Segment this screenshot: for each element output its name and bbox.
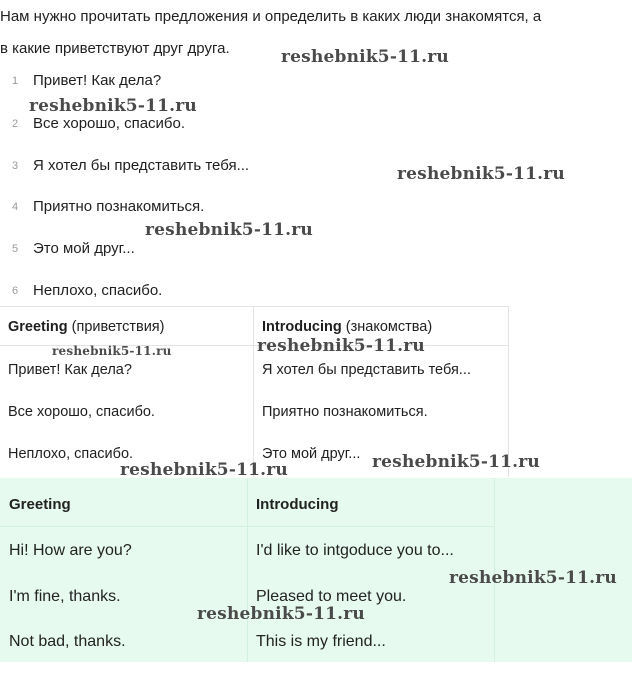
watermark: reshebnik5-11.ru (29, 96, 197, 116)
table-cell: Приятно познакомиться. (262, 404, 428, 420)
watermark: reshebnik5-11.ru (257, 336, 425, 356)
table-header-greeting (8, 317, 164, 337)
table-divider (247, 478, 248, 662)
intro-line-2: в какие приветствуют друг друга. (0, 40, 230, 57)
header-bold: Introducing (262, 319, 342, 335)
list-number: 5 (12, 243, 19, 255)
list-item (0, 113, 400, 135)
watermark: reshebnik5-11.ru (120, 460, 288, 480)
table-header-greeting: Greeting (9, 496, 71, 513)
list-item (0, 155, 400, 177)
list-number: 1 (12, 75, 19, 87)
list-item (0, 70, 400, 92)
table-cell: Это мой друг... (262, 446, 361, 462)
table-cell: Я хотел бы представить тебя... (262, 362, 471, 378)
table-cell: I'd like to intgoduce you to... (256, 542, 454, 559)
watermark: reshebnik5-11.ru (197, 604, 365, 624)
list-text: Приятно познакомиться. (33, 198, 205, 215)
table-cell: Hi! How are you? (9, 542, 132, 559)
list-number: 3 (12, 160, 19, 172)
watermark: reshebnik5-11.ru (52, 344, 172, 358)
header-rest: (приветствия) (67, 319, 165, 335)
list-number: 4 (12, 201, 19, 213)
list-item (0, 196, 400, 218)
table-divider (253, 307, 254, 477)
list-text: Я хотел бы представить тебя... (33, 157, 250, 174)
table-header-introducing: Introducing (256, 496, 339, 513)
watermark: reshebnik5-11.ru (145, 220, 313, 240)
list-text: Это мой друг... (33, 240, 135, 257)
watermark: reshebnik5-11.ru (397, 164, 565, 184)
list-number: 2 (12, 118, 19, 130)
intro-line-1: Нам нужно прочитать предложения и определить в каких люди знакомятся, а (0, 8, 542, 25)
watermark: reshebnik5-11.ru (372, 452, 540, 472)
table-cell: I'm fine, thanks. (9, 588, 121, 605)
table-header-introducing (262, 317, 432, 337)
table-cell: Pleased to meet you. (256, 588, 407, 605)
table-cell: Привет! Как дела? (8, 362, 132, 378)
list-text: Привет! Как дела? (33, 72, 162, 89)
table-divider (0, 526, 494, 527)
list-item (0, 238, 400, 260)
list-item (0, 280, 400, 302)
table-cell: This is my friend... (256, 633, 386, 650)
table-cell: Все хорошо, спасибо. (8, 404, 155, 420)
watermark: reshebnik5-11.ru (281, 47, 449, 67)
table-cell: Неплохо, спасибо. (8, 446, 134, 462)
list-text: Все хорошо, спасибо. (33, 115, 186, 132)
list-text: Неплохо, спасибо. (33, 282, 163, 299)
header-rest: (знакомства) (341, 319, 433, 335)
table-cell: Not bad, thanks. (9, 633, 126, 650)
list-number: 6 (12, 285, 19, 297)
header-bold: Greeting (8, 319, 68, 335)
watermark: reshebnik5-11.ru (449, 568, 617, 588)
